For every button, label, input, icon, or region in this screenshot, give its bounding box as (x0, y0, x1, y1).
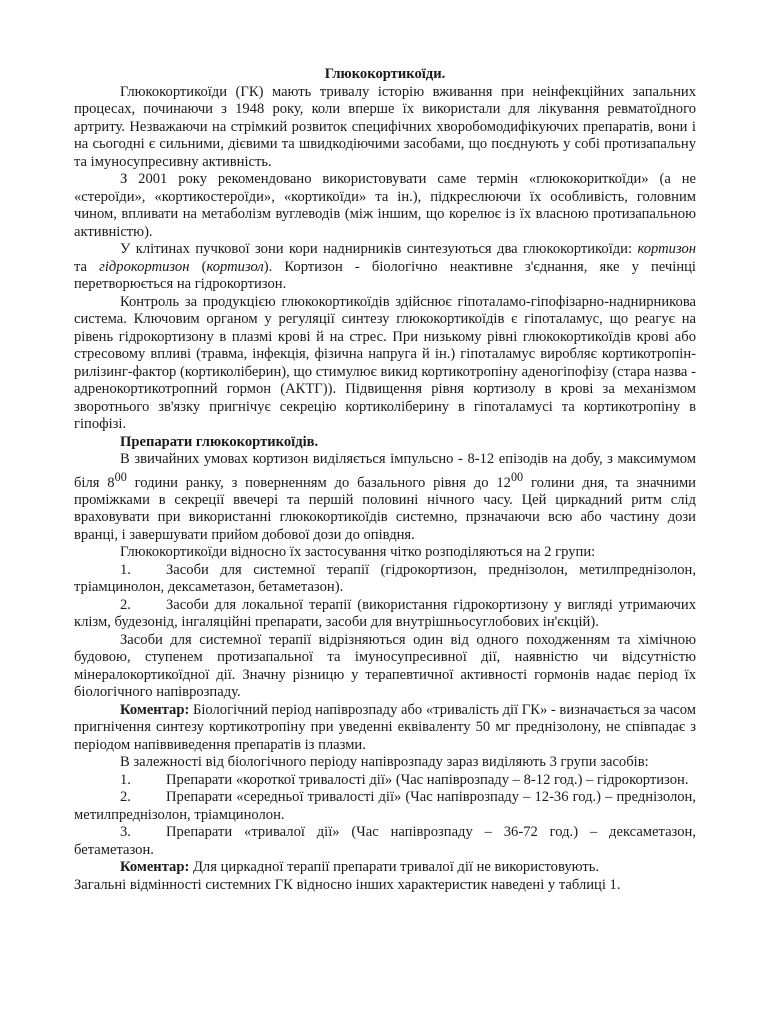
list-text: Препарати «середньої тривалості дії» (Час напіврозпаду – 12-36 год.) – преднізолон, метилпреднізолон, тріамцинолон. (74, 789, 696, 823)
term-cortisol: кортизол (206, 258, 264, 275)
paragraph-history: Глюкокортикоїди (ГК) мають тривалу історію вживання при неінфекційних запальних процесах, починаючи з 1948 року, коли вперше їх використали для лікування ревматоїдного артриту. Незважаючи на стрімкий розвиток специфічних хворобомодифікуючих препаратів, вони і на сьогодні є сильними, дієвими та швидкодіючими засобами, що поєднують у собі протизапальну та імуносупресивну активність. (74, 83, 696, 170)
comment-text: Для циркадної терапії препарати тривалої дії не використовують. (189, 859, 600, 876)
comment-label: Коментар: (120, 859, 190, 876)
document-title: Глюкокортикоїди. (324, 66, 446, 82)
paragraph-comment-halflife (74, 702, 696, 755)
paragraph-table-reference: Загальні відмінності системних ГК відносно інших характеристик наведені у таблиці 1. (74, 876, 621, 893)
list-item-short (74, 772, 696, 790)
paragraph-groups-intro: Глюкокортикоїди відносно їх застосування чітко розподіляються на 2 групи: (120, 544, 596, 561)
list-number: 1. (120, 771, 131, 788)
list-number: 3. (120, 824, 131, 841)
list-number: 2. (120, 789, 131, 806)
comment-label: Коментар: (120, 701, 190, 718)
paragraph-halflife-groups: В залежності від біологічного періоду напіврозпаду зараз виділяють 3 групи засобів: (120, 754, 649, 771)
paragraph-regulation: Контроль за продукцією глюкокортикоїдів здійснює гіпоталамо-гіпофізарно-наднирникова система. Ключовим органом у регуляції синтезу глюкокортикоїдів є гіпоталамус, що реагує на рівень гідрокортизону в плазмі крові й на стрес. При низькому рівні глюкокортикоїдів крові або стресовому впливі (травма, інфекція, фізична напруга й ін.) гіпоталамус виробляє кортикотропін-рилізинг-фактор (кортиколіберин), що стимулює викид кортикотропіну аденогіпофізу (стара назва - адренокортикотропний гормон (АКТГ)). Підвищення рівня кортизолу в крові за механізмом зворотнього зв'язку пригнічує секрецію кортиколіберину в гіпоталамусі та кортикотропіну в гіпофізі. (74, 293, 696, 432)
paragraph-circadian (74, 451, 696, 544)
text-span: години ранку, з поверненням до базального рівня до 12 (126, 474, 511, 491)
list-item-local (74, 597, 696, 632)
list-item-long (74, 824, 696, 859)
term-hydrocortisone: гідрокортизон (99, 258, 190, 275)
text-span: та (74, 258, 100, 275)
text-span: У клітинах пучкової зони кори наднирників синтезуються два глюкокортикоїди: (120, 241, 638, 257)
term-cortisone: кортизон (637, 241, 696, 257)
document-page (74, 66, 696, 894)
list-number: 2. (120, 596, 131, 613)
text-span: голини дня, та значними проміжками в секреції ввечері та першій половині нічного часу. Цей циркадний ритм слід враховувати при використанні глюкокортикоїдів системно, прзначаючи всю або частину дози вранці, і завершувати прийом добової дози до опівдня. (74, 474, 696, 543)
paragraph-synthesis (74, 241, 696, 294)
paragraph-comment-circadian (74, 859, 696, 877)
text-span: В звичайних умовах кортизон виділяється імпульсно - 8-12 епізодів на добу, з максимумом біля 8 (74, 451, 696, 491)
list-item-systemic (74, 562, 696, 597)
comment-text: Біологічний період напіврозпаду або «тривалість дії ГК» - визначається за часом пригнічення синтезу кортикотропіну при уведенні еквіваленту 50 мг преднізолону, не співпадає з періодом напіввиведення препаратів із плазми. (74, 701, 696, 753)
superscript: 00 (510, 469, 524, 484)
list-text: Засоби для локальної терапії (використання гідрокортизону у вигляді утримаючих клізм, будезонід, інгаляційні препарати, засоби для внутрішньосуглобових ін'єкцій). (74, 596, 696, 631)
list-text: Препарати «тривалої дії» (Час напіврозпаду – 36-72 год.) – дексаметазон, бетаметазон. (74, 824, 696, 858)
paragraph-systemic-diff: Засоби для системної терапії відрізняються один від одного походженням та хімічною будовою, ступенем протизапальної та імуносупресивної дії, наявністю чи відсутністю мінералокортикоїдної дії. Значну різницю у терапевтичної активності гормонів надає період їх біологічного напіврозпаду. (74, 631, 696, 701)
list-number: 1. (120, 561, 131, 578)
text-span: ). Кортизон - біологічно неактивне з'єднання, яке у печінці перетворюється на гідрокортизон. (74, 258, 696, 292)
superscript: 00 (114, 469, 127, 484)
paragraph-terminology: З 2001 року рекомендовано використовувати саме термін «глюкокориткоїди» (а не «стероїди», «кортикостероїди», «кортикоїди» та ін.), підкреслюючи їх особливість, головним чином, впливати на метаболізм вуглеводів (між іншим, що корелює із їх власною протизапальною активністю). (74, 171, 696, 240)
text-span: ( (189, 258, 207, 275)
list-text: Препарати «короткої тривалості дії» (Час напіврозпаду – 8-12 год.) – гідрокортизон. (166, 771, 689, 788)
list-item-medium (74, 789, 696, 824)
list-text: Засоби для системної терапії (гідрокортизон, преднізолон, метилпреднізолон, тріамцинолон, дексаметазон, бетаметазон). (74, 561, 696, 596)
section-subtitle: Препарати глюкокортикоїдів. (120, 433, 319, 450)
